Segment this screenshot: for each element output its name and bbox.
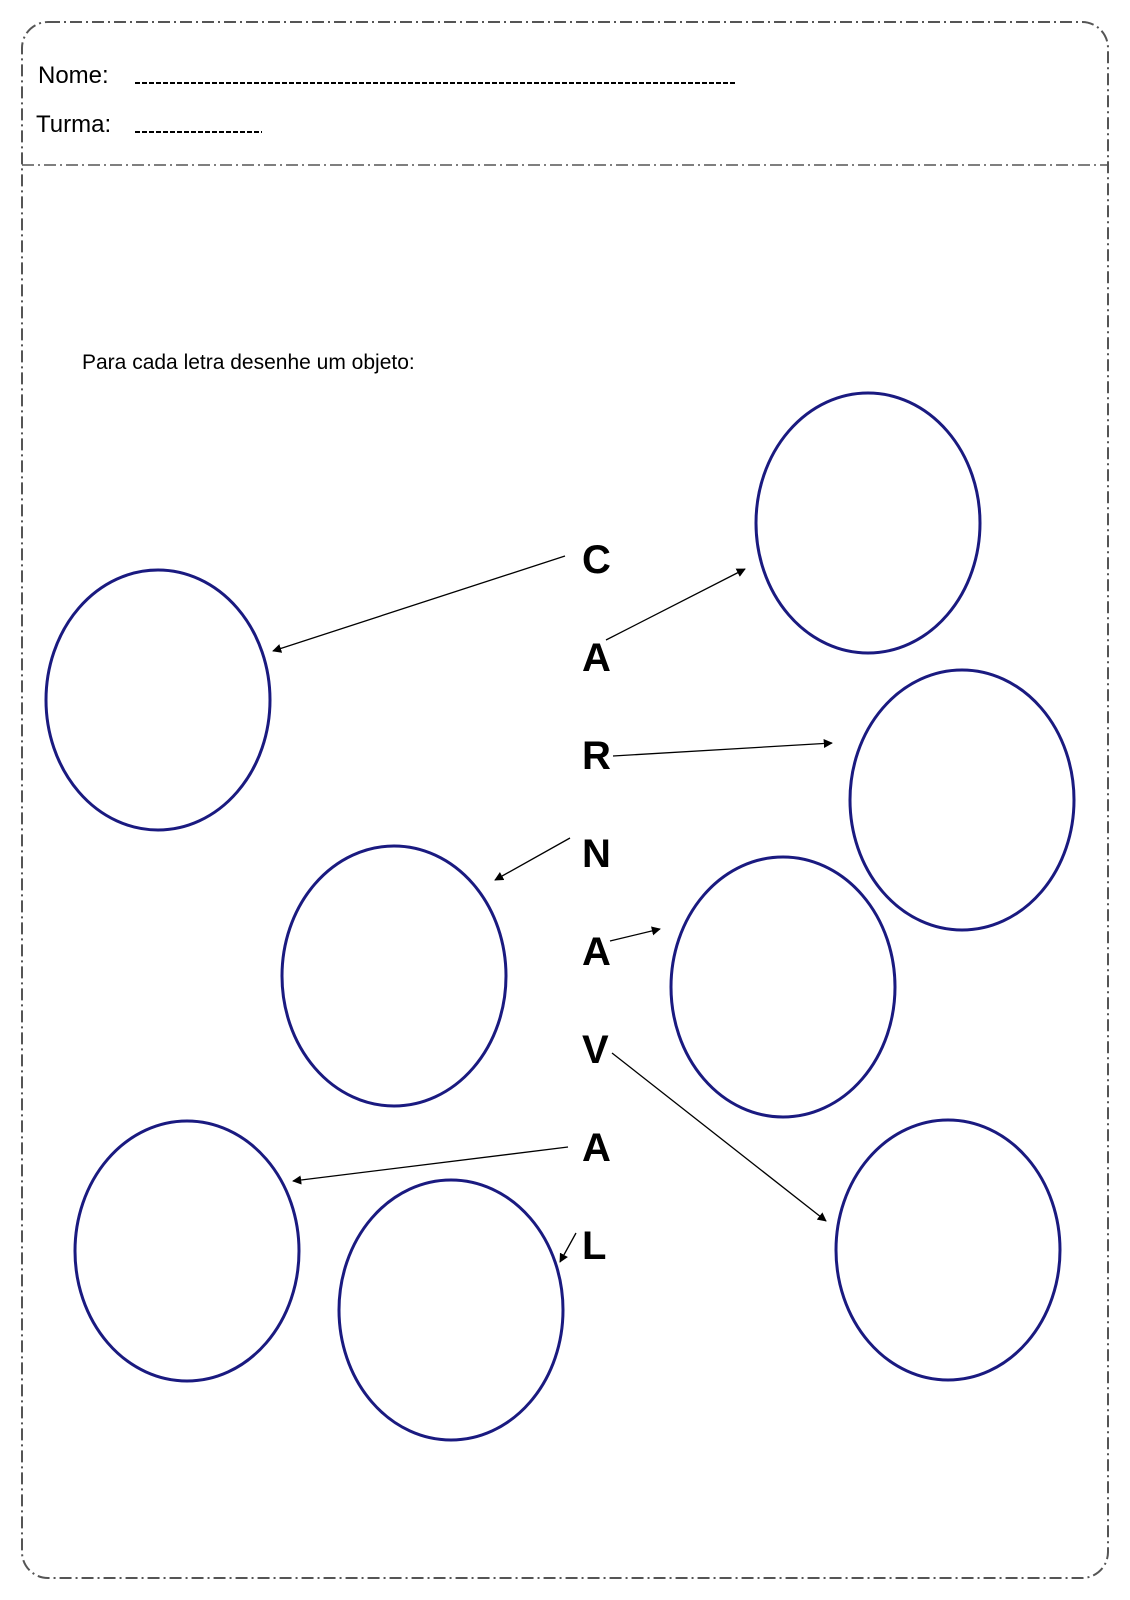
drawing-circle-r[interactable]	[850, 670, 1074, 930]
drawing-circle-a1[interactable]	[756, 393, 980, 653]
drawing-circle-c[interactable]	[46, 570, 270, 830]
letter-a2: A	[582, 930, 611, 974]
arrow-a3	[293, 1147, 568, 1181]
drawing-circle-a2[interactable]	[671, 857, 895, 1117]
arrow-a1	[606, 569, 745, 640]
drawing-circle-v[interactable]	[836, 1120, 1060, 1380]
letter-l: L	[582, 1224, 607, 1268]
name-label: Nome:	[38, 62, 109, 89]
arrow-r	[613, 743, 832, 756]
letter-r: R	[582, 734, 611, 778]
letter-a3: A	[582, 1126, 611, 1170]
arrow-l	[560, 1233, 576, 1262]
drawing-circle-a3[interactable]	[75, 1121, 299, 1381]
arrow-v	[612, 1053, 826, 1221]
drawing-circle-n[interactable]	[282, 846, 506, 1106]
letter-a1: A	[582, 636, 611, 680]
letter-v: V	[582, 1028, 609, 1072]
arrow-c	[273, 556, 565, 651]
class-label: Turma:	[36, 111, 112, 138]
instruction-text: Para cada letra desenhe um objeto:	[82, 351, 415, 374]
arrow-n	[495, 838, 570, 880]
arrow-a2	[610, 929, 660, 941]
letter-c: C	[582, 538, 611, 582]
drawing-circle-l[interactable]	[339, 1180, 563, 1440]
connector-arrows	[273, 556, 832, 1262]
drawing-circles	[46, 393, 1074, 1440]
page-frame	[22, 22, 1108, 1578]
letter-n: N	[582, 832, 611, 876]
